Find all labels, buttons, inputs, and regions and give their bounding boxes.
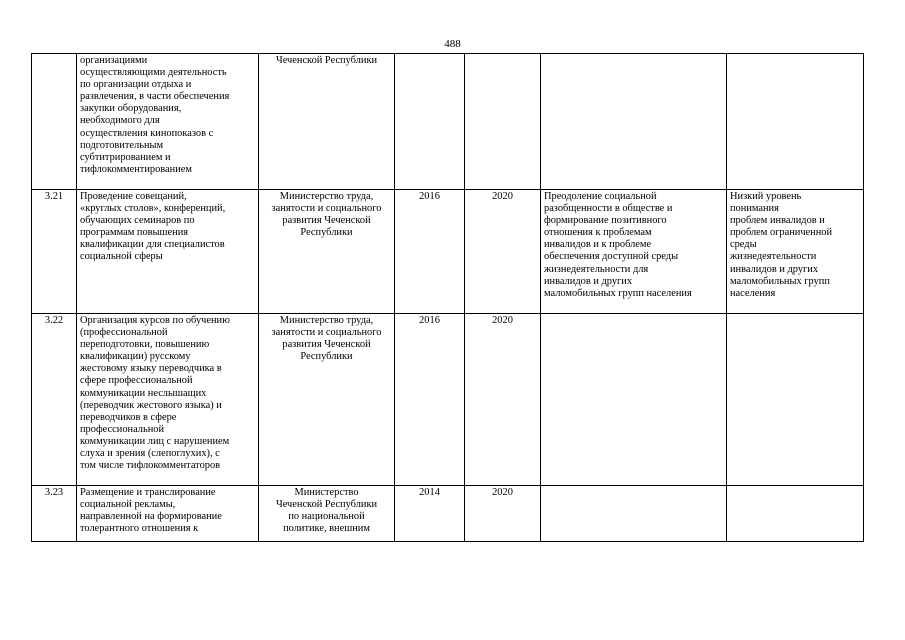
measure-name: Размещение и транслирование социальной рекламы, направленной на формирование толерантного отношения к [77,486,259,542]
table-row [32,486,864,542]
end-year: 2020 [465,486,541,542]
measure-name: Организация курсов по обучению (профессиональной переподготовки, повышению квалификации) русскому жестовому языку переводчика в сфере профессиональной коммуникации неслышащих (переводчик жестового языка) и переводчиков в сфере профессиональной коммуникации лиц с нарушением слуха и зрения (слепоглухих), с том числе тифлокомментаторов [77,314,259,486]
executor: Министерство Чеченской Республики по национальной политике, внешним [259,486,395,542]
start-year: 2016 [395,190,465,314]
table-row [32,314,864,486]
risk [727,486,864,542]
item-number: 3.23 [32,486,77,542]
risk: Низкий уровень понимания проблем инвалидов и проблем ограниченной среды жизнедеятельности инвалидов и других маломобильных групп населения [727,190,864,314]
start-year: 2014 [395,486,465,542]
expected-result [541,54,727,190]
table-row [32,190,864,314]
measure-name: организациями осуществляющими деятельность по организации отдыха и развлечения, в части обеспечения закупки оборудования, необходимого для осуществления кинопоказов с подготовительным субтитрированием и тифлокомментированием [77,54,259,190]
measure-name: Проведение совещаний, «круглых столов», конференций, обучающих семинаров по программам повышения квалификации для специалистов социальной сферы [77,190,259,314]
executor: Чеченской Республики [259,54,395,190]
measures-table [31,53,864,542]
item-number [32,54,77,190]
end-year: 2020 [465,190,541,314]
end-year [465,54,541,190]
end-year: 2020 [465,314,541,486]
risk [727,54,864,190]
item-number: 3.21 [32,190,77,314]
executor: Министерство труда, занятости и социального развития Чеченской Республики [259,314,395,486]
table-row [32,54,864,190]
page-number: 488 [444,38,461,50]
executor: Министерство труда, занятости и социального развития Чеченской Республики [259,190,395,314]
item-number: 3.22 [32,314,77,486]
risk [727,314,864,486]
expected-result: Преодоление социальной разобщенности в обществе и формирование позитивного отношения к проблемам инвалидов и к проблеме обеспечения доступной среды жизнедеятельности для инвалидов и других маломобильных групп населения [541,190,727,314]
expected-result [541,314,727,486]
expected-result [541,486,727,542]
start-year: 2016 [395,314,465,486]
start-year [395,54,465,190]
